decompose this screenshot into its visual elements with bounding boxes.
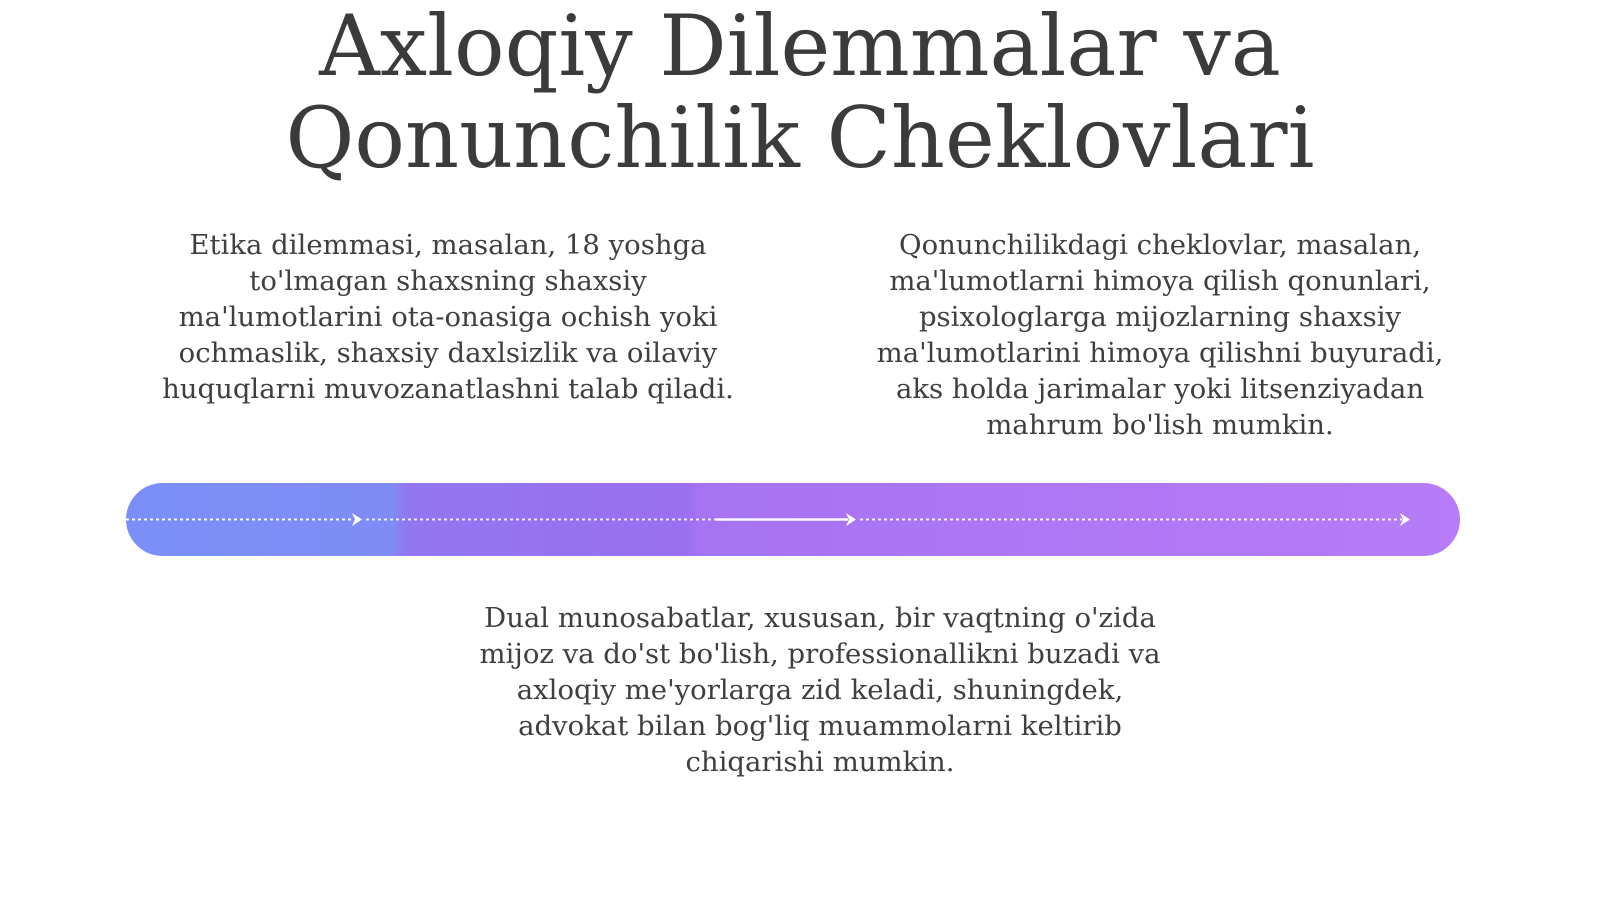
legal-limitations-text: Qonunchilikdagi cheklovlar, masalan, ma'lumotlarni himoya qilish qonunlari, psixologlarga mijozlarning shaxsiy ma'lumotlarini himoya qilishni buyuradi, aks holda jarimalar yoki litsenziyadan mahrum bo'lish mumkin. xyxy=(876,229,1444,441)
dual-relationships-text: Dual munosabatlar, xususan, bir vaqtning o'zida mijoz va do'st bo'lish, professionallikni buzadi va axloqiy me'yorlarga zid keladi, shuningdek, advokat bilan bog'liq muammolarni keltirib chiqarishi mumkin. xyxy=(479,602,1161,778)
ethics-dilemma-text: Etika dilemmasi, masalan, 18 yoshga to'lmagan shaxsning shaxsiy ma'lumotlarini ota-onasiga ochish yoki ochmaslik, shaxsiy daxlsizlik va oilaviy huquqlarni muvozanatlashni talab qiladi. xyxy=(162,229,734,405)
timeline-graphic xyxy=(126,483,1460,556)
slide-title xyxy=(150,0,1450,187)
timeline-bar xyxy=(126,483,1460,556)
slide-title-line-2: Qonunchilik Cheklovlari xyxy=(285,89,1315,187)
slide-title-line-1: Axloqiy Dilemmalar va xyxy=(319,0,1281,95)
